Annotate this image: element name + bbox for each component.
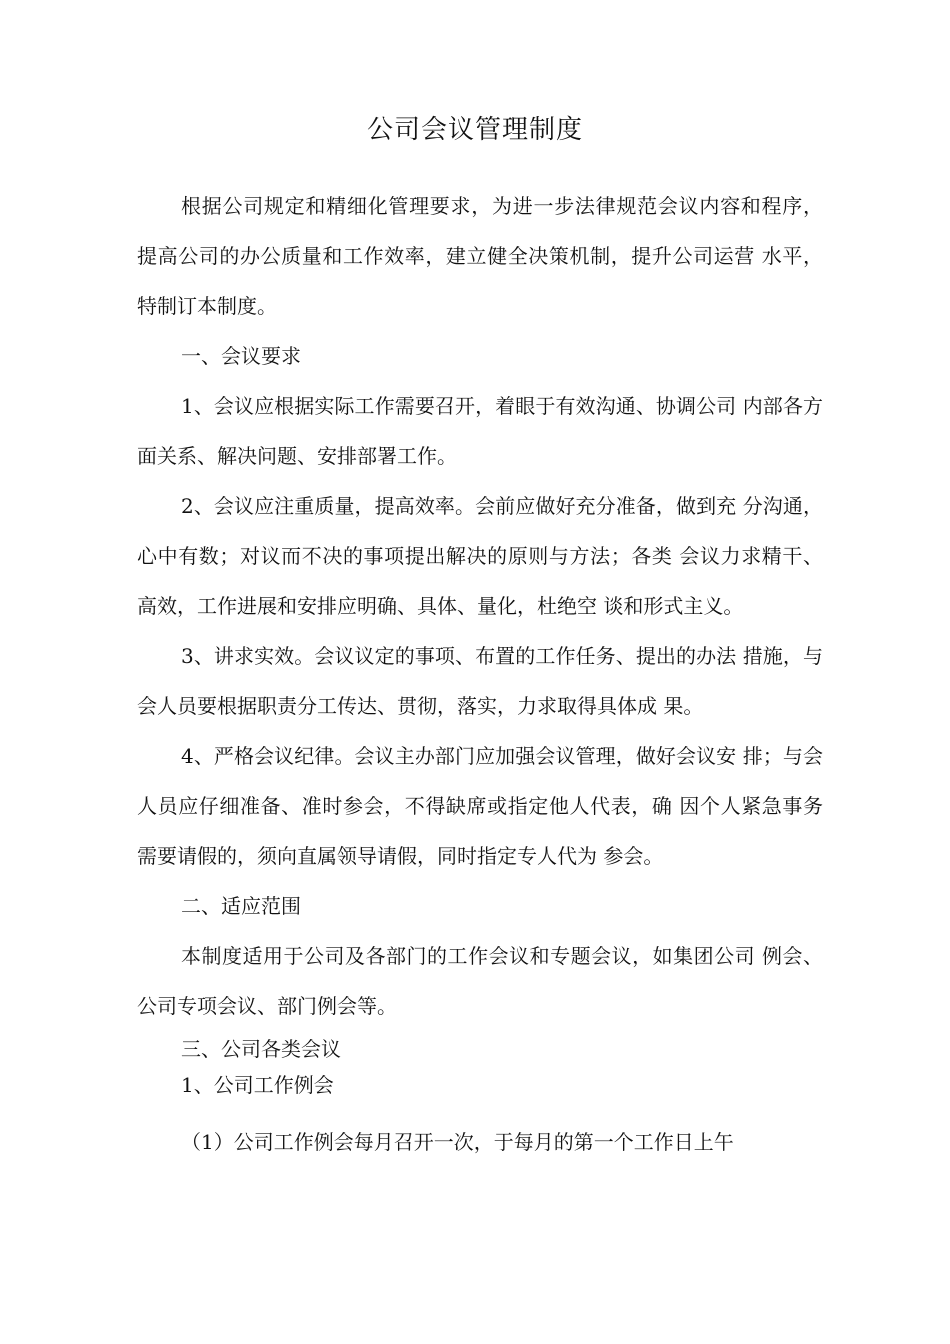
item-1: （1）公司工作例会每月召开一次，于每月的第一个工作日上午 xyxy=(181,1130,734,1154)
scope-paragraph: 本制度适用于公司及各部门的工作会议和专题会议，如集团公司 例会、公司专项会议、部门例会等。 xyxy=(137,944,823,1018)
requirement-1: 1、会议应根据实际工作需要召开，着眼于有效沟通、协调公司 内部各方面关系、解决问题、安排部署工作。 xyxy=(137,394,823,468)
requirement-3: 3、讲求实效。会议议定的事项、布置的工作任务、提出的办法 措施，与会人员要根据职责分工传达、贯彻，落实，力求取得具体成 果。 xyxy=(137,644,823,718)
requirement-2: 2、会议应注重质量，提高效率。会前应做好充分准备，做到充 分沟通，心中有数；对议而不决的事项提出解决的原则与方法；各类 会议力求精干、高效，工作进展和安排应明确、具体、量化，杜绝空 谈和形式主义。 xyxy=(137,494,823,618)
section-heading-requirements: 一、会议要求 xyxy=(181,344,301,368)
section-heading-meetings: 三、公司各类会议 xyxy=(181,1037,341,1061)
section-heading-scope: 二、适应范围 xyxy=(181,894,301,918)
subheading-work-meeting: 1、公司工作例会 xyxy=(181,1073,334,1097)
document-body xyxy=(137,181,823,1167)
intro-paragraph: 根据公司规定和精细化管理要求，为进一步法律规范会议内容和程序， 提高公司的办公质量和工作效率，建立健全决策机制，提升公司运营 水平，特制订本制度。 xyxy=(137,194,823,318)
document-title: 公司会议管理制度 xyxy=(366,115,583,145)
requirement-4: 4、严格会议纪律。会议主办部门应加强会议管理，做好会议安 排；与会人员应仔细准备、准时参会，不得缺席或指定他人代表，确 因个人紧急事务需要请假的，须向直属领导请假，同时指定专人代为 参会。 xyxy=(137,744,823,868)
